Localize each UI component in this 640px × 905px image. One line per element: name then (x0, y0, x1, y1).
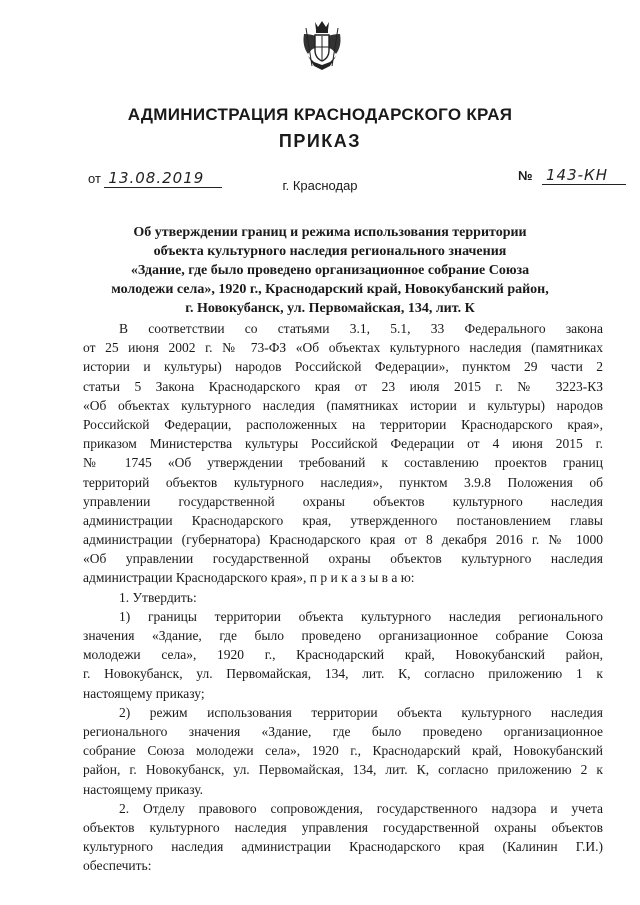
body-line: истории и культуры) народов Российской Федерации», пунктом 29 части 2 (83, 359, 603, 375)
body-line: регионального значения «Здание, где было проведено организационное (83, 723, 603, 739)
document-title (80, 223, 580, 318)
title-line: объекта культурного наследия регионального значения (153, 244, 507, 259)
body-line: статьи 5 Закона Краснодарского края от 23 июля 2015 г. № 3223-КЗ (83, 378, 603, 394)
body-line: молодежи села», 1920 г., Краснодарский край, Новокубанский район, (83, 647, 603, 663)
body-line: 2) режим использования территории объекта культурного наследия (119, 704, 603, 720)
date-label: от (88, 171, 101, 186)
body-line: 1. Утвердить: (119, 589, 197, 605)
body-line: объектов культурного наследия управления государственной охраны объектов (83, 819, 603, 835)
body-line: настоящему приказу. (83, 781, 204, 797)
body-line: значения «Здание, где было проведено организационное собрание Союза (83, 628, 603, 643)
number-label: № (518, 168, 533, 183)
body-line: «Об управлении государственной охраны объектов культурного наследия (83, 551, 603, 567)
organization-name: АДМИНИСТРАЦИЯ КРАСНОДАРСКОГО КРАЯ (127, 105, 513, 124)
body-line: 2. Отделу правового сопровождения, государственного надзора и учета (119, 800, 603, 816)
title-line: молодежи села», 1920 г., Краснодарский край, Новокубанский район, (111, 282, 549, 297)
body-line: г. Новокубанск, ул. Первомайская, 134, лит. К, согласно приложению 1 к (83, 666, 603, 682)
body-line: В соответствии со статьями 3.1, 5.1, 33 Федерального закона (119, 321, 603, 336)
document-type: ПРИКАЗ (278, 131, 362, 151)
title-line: г. Новокубанск, ул. Первомайская, 134, лит. К (185, 301, 475, 316)
body-line: настоящему приказу; (83, 685, 205, 701)
number-value: 143-КН (542, 166, 626, 185)
body-line: территорий объектов культурного наследия», пунктом 3.9.8 Положения об (83, 474, 603, 490)
body-line: приказом Министерства культуры Российской Федерации от 4 июня 2015 г. (83, 436, 603, 452)
body-line: от 25 июня 2002 г. № 73-ФЗ «Об объектах культурного наследия (памятниках (83, 340, 603, 356)
title-line: «Здание, где было проведено организационное собрание Союза (130, 263, 530, 278)
body-line: № 1745 «Об утверждении требований к составлению проектов границ (83, 455, 603, 471)
body-line: «Об объектах культурного наследия (памятниках истории и культуры) народов (83, 397, 603, 413)
body-line: обеспечить: (83, 858, 152, 874)
body-line: собрание Союза молодежи села», 1920 г., Краснодарский край, Новокубанский (83, 743, 603, 759)
body-line: управлении государственной охраны объектов культурного наследия (83, 493, 603, 509)
body-line: 1) границы территории объекта культурного наследия регионального (119, 608, 603, 624)
title-line: Об утверждении границ и режима использования территории (133, 225, 527, 240)
body-line: администрации (губернатора) Краснодарского края от 8 декабря 2016 г. № 1000 (83, 532, 603, 548)
body-line: администрации Краснодарского края», п р и к а з ы в а ю: (83, 570, 415, 586)
date-value: 13.08.2019 (104, 169, 222, 188)
document-body (83, 319, 603, 875)
body-line: культурного наследия администрации Краснодарского края (Калинин Г.И.) (83, 839, 603, 855)
body-line: администрации Краснодарского края, утвержденного постановлением главы (83, 512, 603, 528)
body-line: район, г. Новокубанск, ул. Первомайская, 134, лит. К, согласно приложению 2 к (83, 762, 603, 778)
coat-of-arms-icon (300, 18, 344, 74)
city: г. Краснодар (282, 178, 358, 193)
body-line: Российской Федерации, расположенных на территории Краснодарского края», (83, 416, 603, 432)
